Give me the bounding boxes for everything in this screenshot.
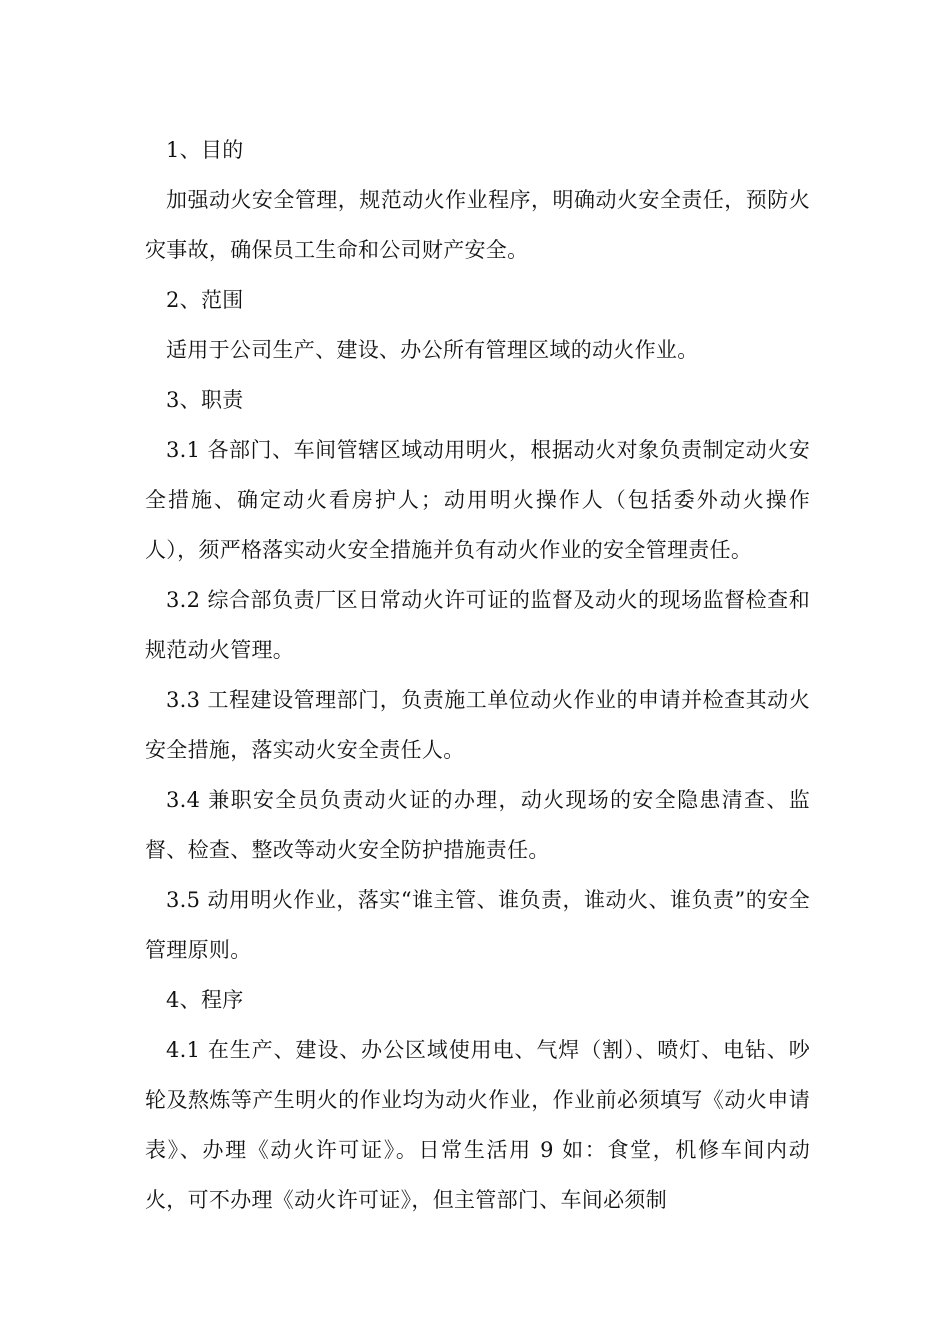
paragraph-purpose: 加强动火安全管理，规范动火作业程序，明确动火安全责任，预防火灾事故，确保员工生命和公司财产安全。 xyxy=(145,188,810,262)
paragraph-3-5: 3.5 动用明火作业，落实“谁主管、谁负责，谁动火、谁负责”的安全管理原则。 xyxy=(145,888,810,962)
document-body xyxy=(145,125,810,1225)
paragraph-3-2: 3.2 综合部负责厂区日常动火许可证的监督及动火的现场监督检查和规范动火管理。 xyxy=(145,588,810,662)
heading-procedure: 4、程序 xyxy=(166,988,244,1012)
paragraph-4-1: 4.1 在生产、建设、办公区域使用电、气焊（割）、喷灯、电钻、吵轮及熬炼等产生明火的作业均为动火作业，作业前必须填写《动火申请表》、办理《动火许可证》。日常生活用 9 如：食堂，机修车间内动火，可不办理《动火许可证》，但主管部门、车间必须制 xyxy=(145,1038,810,1212)
heading-purpose: 1、目的 xyxy=(166,138,244,162)
paragraph-3-3: 3.3 工程建设管理部门，负责施工单位动火作业的申请并检查其动火安全措施，落实动火安全责任人。 xyxy=(145,688,810,762)
heading-responsibilities: 3、职责 xyxy=(166,388,244,412)
paragraph-3-4: 3.4 兼职安全员负责动火证的办理，动火现场的安全隐患清查、监督、检查、整改等动火安全防护措施责任。 xyxy=(145,788,810,862)
paragraph-3-1: 3.1 各部门、车间管辖区域动用明火，根据动火对象负责制定动火安全措施、确定动火看房护人；动用明火操作人（包括委外动火操作人），须严格落实动火安全措施并负有动火作业的安全管理责任。 xyxy=(145,438,810,562)
paragraph-scope: 适用于公司生产、建设、办公所有管理区域的动火作业。 xyxy=(166,338,699,362)
heading-scope: 2、范围 xyxy=(166,288,244,312)
